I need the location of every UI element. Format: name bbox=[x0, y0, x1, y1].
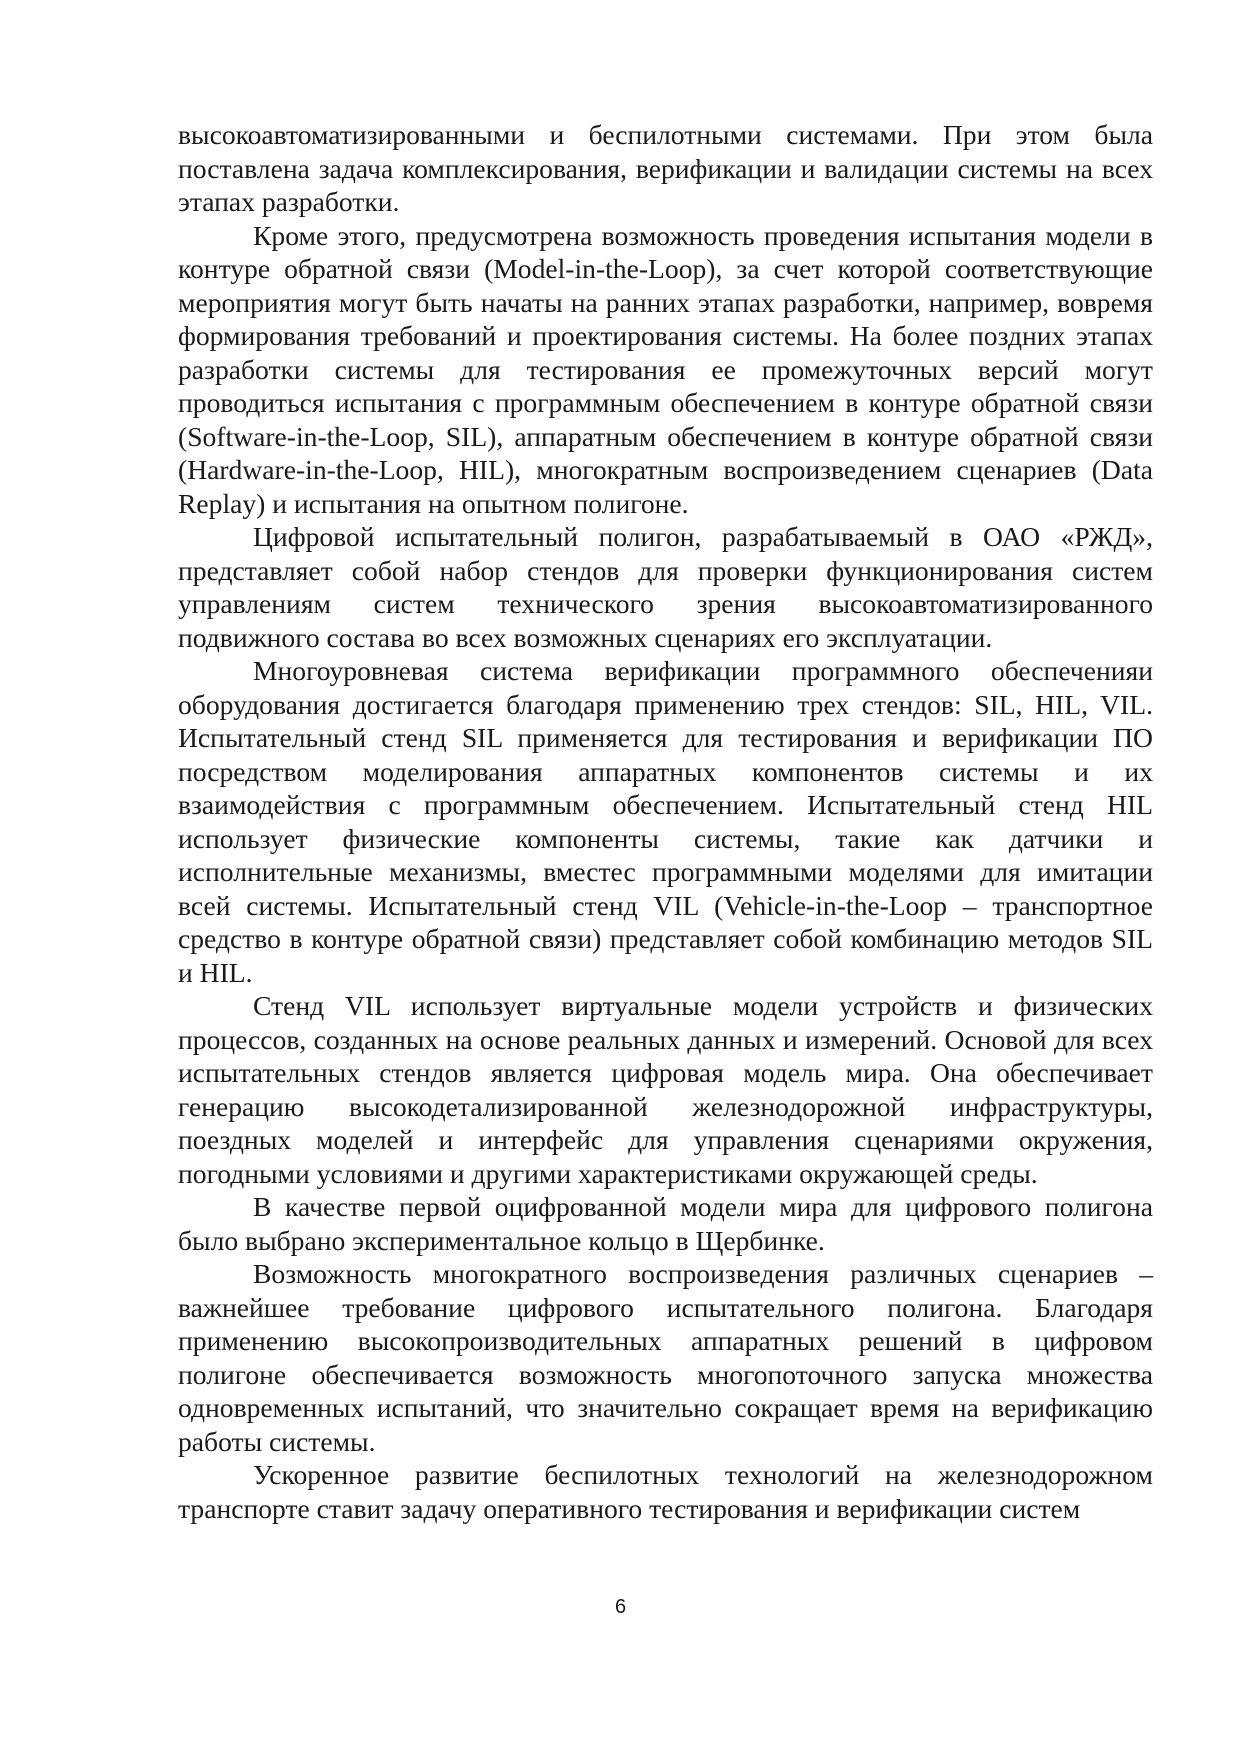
paragraph: Многоуровневая система верификации программного обеспеченияи оборудования достигается благодаря применению трех стендов: SIL, HIL, VIL. Испытательный стенд SIL применяется для тестирования и верификации ПО посредством моделирования аппаратных компонентов системы и их взаимодействия с программным обеспечением. Испытательный стенд HIL использует физические компоненты системы, такие как датчики и исполнительные механизмы, вместес программными моделями для имитации всей системы. Испытательный стенд VIL (Vehicle-in-the-Loop – транспортное средство в контуре обратной связи) представляет собой комбинацию методов SIL и HIL. bbox=[178, 655, 1153, 988]
paragraph: Возможность многократного воспроизведения различных сценариев – важнейшее требование цифрового испытательного полигона. Благодаря применению высокопроизводительных аппаратных решений в цифровом полигоне обеспечивается возможность многопоточного запуска множества одновременных испытаний, что значительно сокращает время на верификацию работы системы. bbox=[178, 1258, 1153, 1457]
paragraph: Кроме этого, предусмотрена возможность проведения испытания модели в контуре обратной связи (Model-in-the-Loop), за счет которой соответствующие мероприятия могут быть начаты на ранних этапах разработки, например, вовремя формирования требований и проектирования системы. На более поздних этапах разработки системы для тестирования ее промежуточных версий могут проводиться испытания с программным обеспечением в контуре обратной связи (Software-in-the-Loop, SIL), аппаратным обеспечением в контуре обратной связи (Hardware-in-the-Loop, HIL), многократным воспроизведением сценариев (Data Replay) и испытания на опытном полигоне. bbox=[178, 219, 1153, 519]
paragraph: Ускоренное развитие беспилотных технологий на железнодорожном транспорте ставит задачу оперативного тестирования и верификации систем bbox=[178, 1459, 1153, 1524]
page-number: 6 bbox=[614, 1596, 627, 1618]
paragraph: Стенд VIL использует виртуальные модели устройств и физических процессов, созданных на основе реальных данных и измерений. Основой для всех испытательных стендов является цифровая модель мира. Она обеспечивает генерацию высокодетализированной железнодорожной инфраструктуры, поездных моделей и интерфейс для управления сценариями окружения, погодными условиями и другими характеристиками окружающей среды. bbox=[178, 990, 1153, 1189]
paragraph: В качестве первой оцифрованной модели мира для цифрового полигона было выбрано экспериментальное кольцо в Щербинке. bbox=[178, 1191, 1153, 1256]
paragraph: Цифровой испытательный полигон, разрабатываемый в ОАО «РЖД», представляет собой набор стендов для проверки функционирования систем управлениям систем технического зрения высокоавтоматизированного подвижного состава во всех возможных сценариях его эксплуатации. bbox=[178, 521, 1153, 653]
paragraph: высокоавтоматизированными и беспилотными системами. При этом была поставлена задача комплексирования, верификации и валидации системы на всех этапах разработки. bbox=[178, 119, 1153, 217]
body-text bbox=[178, 118, 1153, 1525]
